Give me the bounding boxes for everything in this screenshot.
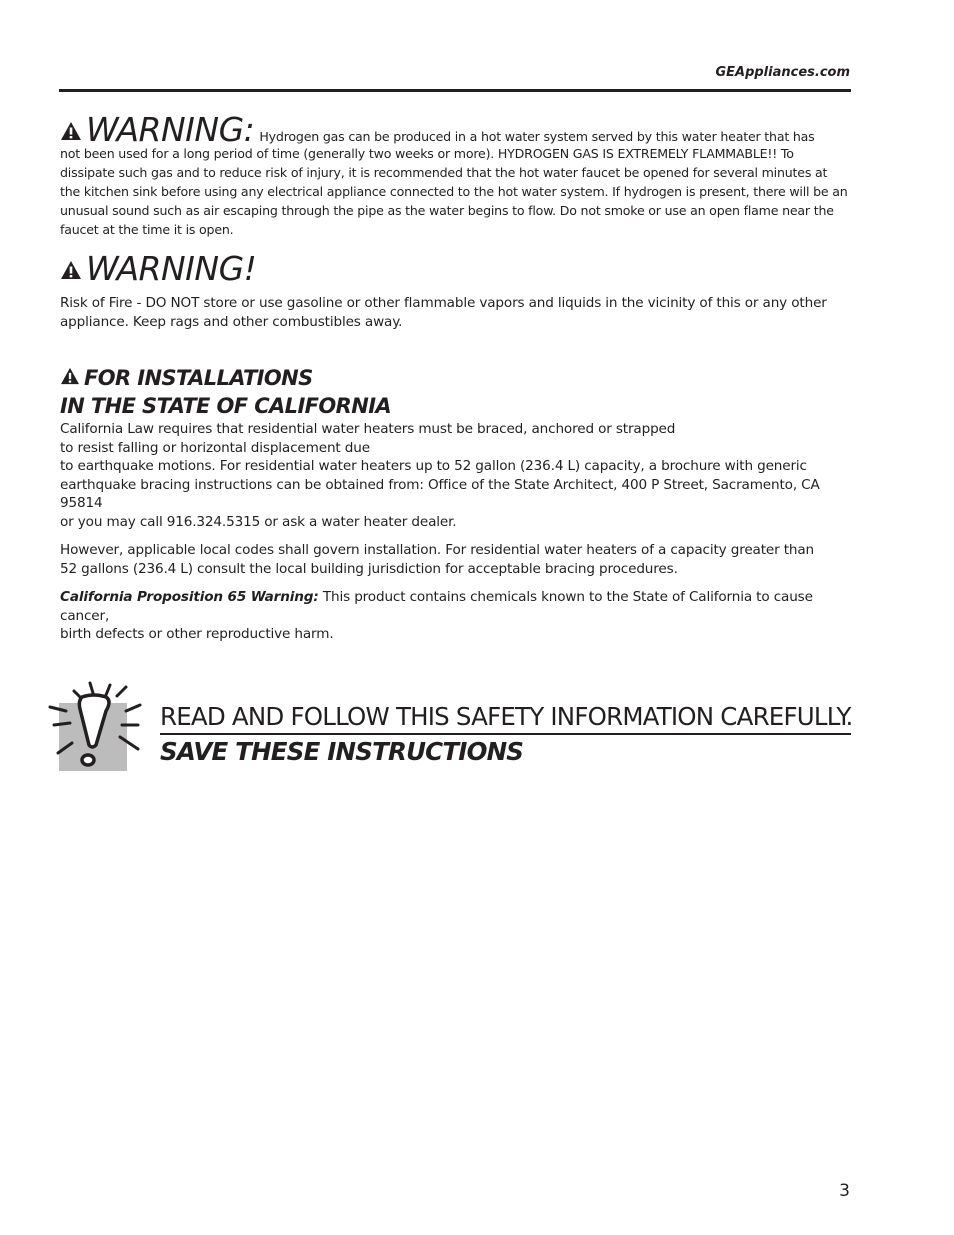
california-law-text bbox=[60, 420, 854, 531]
california-codes-text bbox=[60, 541, 854, 578]
fire-warning-title: WARNING! bbox=[86, 249, 257, 288]
prop65-text: This product contains chemicals known to the State of California to cause cancer, bbox=[60, 589, 813, 624]
body-line: unusual sound such as air escaping through the pipe as the water begins to flow. Do not smoke or use an open flame near the bbox=[60, 203, 834, 218]
warning-triangle-icon bbox=[60, 260, 82, 280]
fire-warning-heading bbox=[60, 250, 854, 294]
body-line: or you may call 916.324.5315 or ask a water heater dealer. bbox=[60, 513, 457, 530]
fire-warning-body bbox=[60, 294, 854, 331]
body-line: California Law requires that residential water heaters must be braced, anchored or strapped bbox=[60, 421, 676, 437]
california-section bbox=[60, 364, 854, 644]
body-line: faucet at the time it is open. bbox=[60, 222, 234, 237]
body-line: not been used for a long period of time (generally two weeks or more). HYDROGEN GAS IS EXTREMELY FLAMMABLE!! To bbox=[60, 146, 794, 161]
hydrogen-warning-title: WARNING: bbox=[86, 110, 255, 149]
california-title bbox=[60, 364, 854, 420]
body-line: However, applicable local codes shall govern installation. For residential water heaters of a capacity greater than bbox=[60, 542, 815, 558]
warning-triangle-icon bbox=[60, 121, 82, 141]
hydrogen-warning-body bbox=[60, 144, 854, 239]
prop65-label: California Proposition 65 Warning: bbox=[60, 589, 319, 605]
hydrogen-warning bbox=[60, 110, 854, 239]
warning-triangle-icon bbox=[60, 367, 80, 385]
body-line: Risk of Fire - DO NOT store or use gasoline or other flammable vapors and liquids in the vicinity of this or any other bbox=[60, 295, 827, 311]
safety-title: READ AND FOLLOW THIS SAFETY INFORMATION CAREFULLY. bbox=[160, 702, 853, 731]
safety-subtitle: SAVE THESE INSTRUCTIONS bbox=[160, 737, 524, 766]
california-title-line2: IN THE STATE OF CALIFORNIA bbox=[60, 394, 392, 418]
safety-rule bbox=[160, 733, 851, 735]
body-line: 52 gallons (236.4 L) consult the local building jurisdiction for acceptable bracing procedures. bbox=[60, 560, 678, 577]
page-number: 3 bbox=[839, 1181, 850, 1201]
body-line: the kitchen sink before using any electrical appliance connected to the hot water system. If hydrogen is present, there will be an bbox=[60, 184, 848, 199]
body-line: earthquake bracing instructions can be obtained from: Office of the State Architect, 400 P Street, Sacramento, CA 95814 bbox=[60, 476, 820, 511]
body-line: dissipate such gas and to reduce risk of injury, it is recommended that the hot water faucet be opened for several minutes at bbox=[60, 165, 828, 180]
california-title-line1: FOR INSTALLATIONS bbox=[84, 366, 313, 390]
prop65-text-continued: birth defects or other reproductive harm. bbox=[60, 626, 334, 642]
fire-warning bbox=[60, 250, 854, 331]
body-line: to resist falling or horizontal displacement due bbox=[60, 439, 370, 456]
header-rule bbox=[59, 89, 851, 92]
prop65-warning bbox=[60, 588, 854, 644]
site-url: GEAppliances.com bbox=[715, 65, 850, 80]
exclamation-burst-icon bbox=[44, 681, 144, 773]
body-line: to earthquake motions. For residential water heaters up to 52 gallon (236.4 L) capacity, a brochure with generic bbox=[60, 458, 807, 474]
body-line: appliance. Keep rags and other combustibles away. bbox=[60, 313, 403, 330]
hydrogen-warning-text-first: Hydrogen gas can be produced in a hot water system served by this water heater that has bbox=[259, 129, 815, 144]
